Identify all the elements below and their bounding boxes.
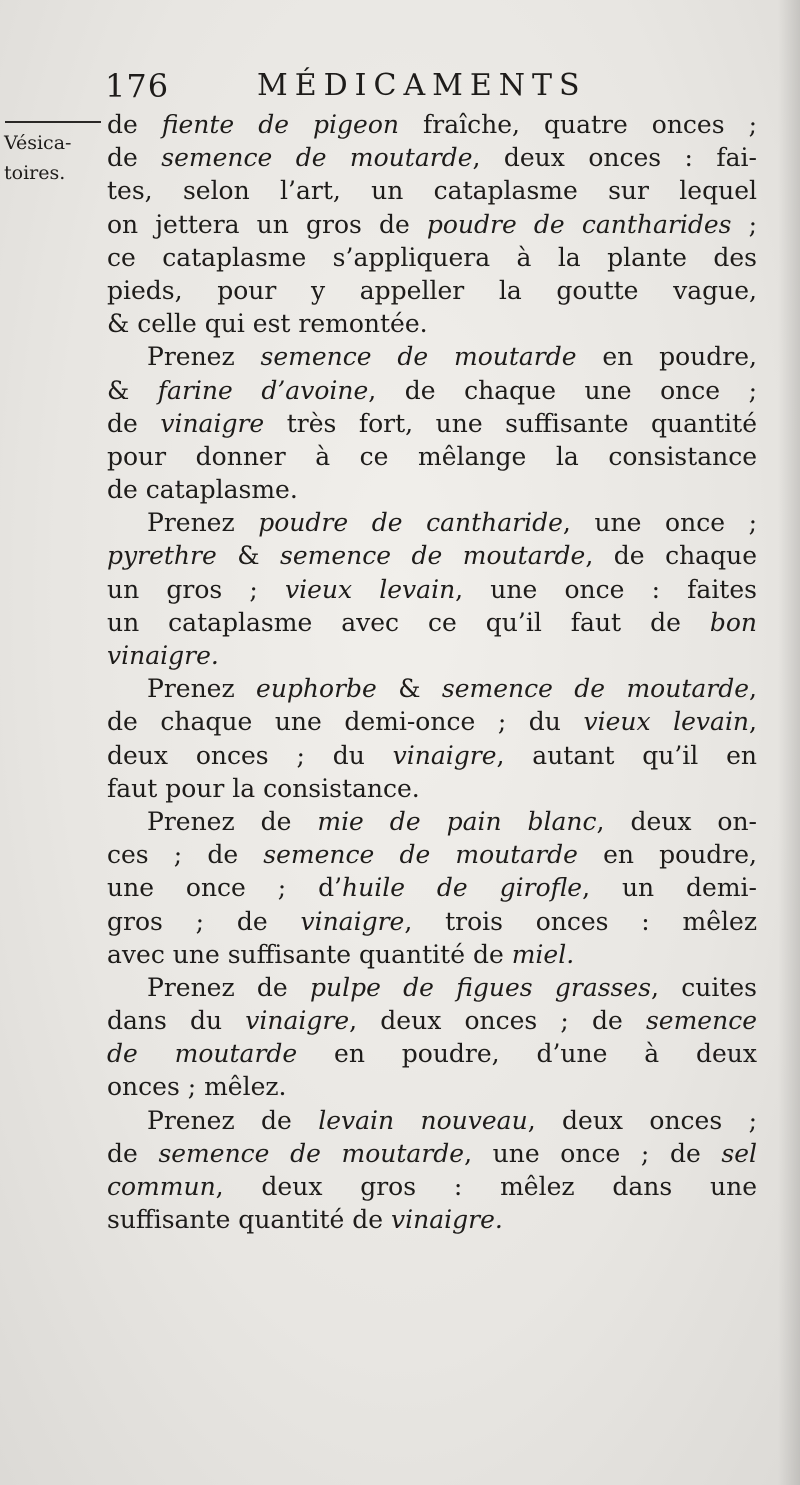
text-line: [107, 1037, 757, 1070]
italic-term: semence de moutarde: [441, 674, 750, 704]
italic-term: semence de moutarde: [260, 342, 577, 372]
text-segment: suffisante quantité de: [107, 1205, 391, 1235]
text-segment: gros ; de: [107, 906, 301, 936]
text-segment: onces ; mêlez.: [107, 1072, 287, 1102]
margin-note: Vésica- toires.: [4, 132, 72, 184]
italic-term: vinaigre.: [391, 1205, 503, 1235]
page-number: 176: [105, 67, 170, 105]
italic-term: fiente de pigeon: [161, 110, 399, 139]
text-line: [107, 473, 757, 506]
italic-term: sel: [721, 1138, 757, 1168]
text-line: [107, 174, 757, 207]
text-line: [107, 1203, 757, 1236]
text-line: [107, 805, 757, 838]
text-segment: Prenez de: [147, 972, 310, 1002]
text-line: [107, 772, 757, 805]
text-segment: de chaque une demi-once ; du: [107, 707, 584, 737]
text-segment: ce cataplasme s’appliquera à la plante des: [107, 242, 757, 272]
text-segment: ,: [749, 674, 757, 704]
text-segment: , de chaque: [585, 541, 757, 571]
italic-term: vieux levain: [284, 574, 456, 604]
italic-term: mie de pain blanc: [317, 806, 597, 836]
text-segment: tes, selon l’art, un cataplasme sur lequel: [107, 176, 757, 206]
text-segment: de: [107, 110, 162, 139]
italic-term: poudre de cantharide: [258, 508, 563, 538]
text-line: [107, 672, 757, 705]
italic-term: commun: [107, 1172, 216, 1201]
text-segment: de: [107, 1138, 159, 1168]
text-line: [107, 573, 757, 606]
text-segment: Prenez: [147, 342, 261, 372]
text-line: [107, 208, 757, 241]
text-line: [107, 739, 757, 772]
italic-term: semence de moutarde: [161, 143, 473, 173]
text-segment: faut pour la consistance.: [107, 773, 420, 803]
text-line: [107, 1170, 757, 1203]
italic-term: semence de moutarde: [280, 541, 586, 571]
text-segment: Prenez de: [147, 806, 318, 836]
text-segment: , de chaque une once ;: [368, 375, 757, 405]
text-segment: deux onces ; du: [107, 740, 393, 770]
text-line: [107, 1070, 757, 1103]
text-line: [107, 606, 757, 639]
text-line: [107, 639, 757, 672]
page-edge-shadow: [778, 0, 800, 1485]
italic-term: huile de girofle: [342, 873, 583, 903]
text-line: [107, 705, 757, 738]
text-segment: , deux onces ;: [527, 1105, 757, 1135]
text-segment: en poudre,: [577, 840, 757, 870]
text-segment: une once ; d’: [107, 873, 343, 903]
text-segment: de: [107, 143, 162, 173]
text-segment: , deux on-: [596, 806, 758, 836]
text-line: [107, 274, 757, 307]
text-line: [107, 241, 757, 274]
text-line: [107, 971, 757, 1004]
italic-term: levain nouveau: [318, 1105, 528, 1135]
italic-term: vinaigre: [160, 408, 265, 438]
text-segment: , une once ;: [562, 508, 757, 538]
text-segment: fraîche, quatre onces ;: [399, 110, 757, 139]
italic-term: semence: [645, 1006, 757, 1036]
text-segment: un cataplasme avec ce qu’il faut de: [107, 607, 710, 637]
text-segment: de cataplasme.: [107, 475, 298, 505]
italic-term: vinaigre: [300, 906, 405, 936]
text-line: [107, 838, 757, 871]
italic-term: bon: [709, 607, 757, 637]
text-line: [107, 1104, 757, 1137]
text-line: [107, 141, 757, 174]
italic-term: poudre de cantharides: [426, 209, 732, 239]
text-segment: pour donner à ce mêlange la consistance: [107, 441, 757, 471]
text-segment: Prenez de: [147, 1105, 319, 1135]
text-line: [107, 905, 757, 938]
italic-term: semence de moutarde: [263, 840, 578, 870]
margin-rule: [5, 121, 101, 123]
text-line: [107, 539, 757, 572]
text-segment: avec une suffisante quantité de: [107, 939, 512, 969]
text-segment: très fort, une suffisante quantité: [264, 408, 758, 438]
running-head: MÉDICAMENTS: [257, 68, 587, 103]
text-segment: , une once ; de: [464, 1138, 722, 1168]
text-segment: &: [376, 674, 442, 704]
text-segment: , deux gros : mêlez dans une: [215, 1172, 757, 1201]
text-segment: , autant qu’il en: [496, 740, 757, 770]
text-segment: & celle qui est remontée.: [107, 309, 428, 339]
text-line: [107, 1137, 757, 1170]
text-segment: dans du: [107, 1006, 246, 1036]
italic-term: euphorbe: [256, 674, 377, 704]
text-segment: Prenez: [147, 508, 259, 538]
text-line: [107, 340, 757, 373]
text-segment: ces ; de: [107, 840, 264, 870]
text-segment: pieds, pour y appeller la goutte vague,: [107, 275, 757, 305]
text-segment: , deux onces ; de: [349, 1006, 646, 1036]
text-line: [107, 307, 757, 340]
italic-term: farine d’avoine: [157, 375, 369, 405]
italic-term: miel.: [511, 939, 575, 969]
italic-term: vinaigre.: [107, 641, 219, 670]
text-segment: , un demi-: [582, 873, 757, 903]
page-header: [105, 64, 705, 108]
italic-term: vieux levain: [583, 707, 750, 737]
text-line: [107, 108, 757, 141]
text-segment: un gros ;: [107, 574, 285, 604]
text-line: [107, 871, 757, 904]
text-segment: &: [216, 541, 280, 571]
text-segment: de: [107, 408, 161, 438]
italic-term: pulpe de figues grasses: [309, 972, 652, 1002]
italic-term: semence de moutarde: [158, 1138, 465, 1168]
text-segment: on jettera un gros de: [107, 209, 427, 239]
text-segment: Prenez: [147, 674, 257, 704]
italic-term: de moutarde: [107, 1039, 298, 1069]
text-segment: ;: [731, 209, 757, 239]
text-segment: ,: [749, 707, 757, 737]
body-text: [107, 108, 757, 1236]
text-line: [107, 1004, 757, 1037]
text-segment: en poudre, d’une à deux: [297, 1039, 757, 1069]
text-segment: en poudre,: [576, 342, 757, 372]
text-segment: , une once : faites: [455, 574, 757, 604]
text-segment: , deux onces : fai-: [472, 143, 757, 173]
italic-term: vinaigre: [392, 740, 497, 770]
text-line: [107, 374, 757, 407]
text-line: [107, 407, 757, 440]
italic-term: pyrethre: [107, 541, 217, 571]
italic-term: vinaigre: [245, 1006, 350, 1036]
text-segment: , cuites: [651, 972, 757, 1002]
text-line: [107, 440, 757, 473]
text-segment: &: [107, 375, 158, 405]
text-segment: , trois onces : mêlez: [404, 906, 757, 936]
text-line: [107, 938, 757, 971]
text-line: [107, 506, 757, 539]
